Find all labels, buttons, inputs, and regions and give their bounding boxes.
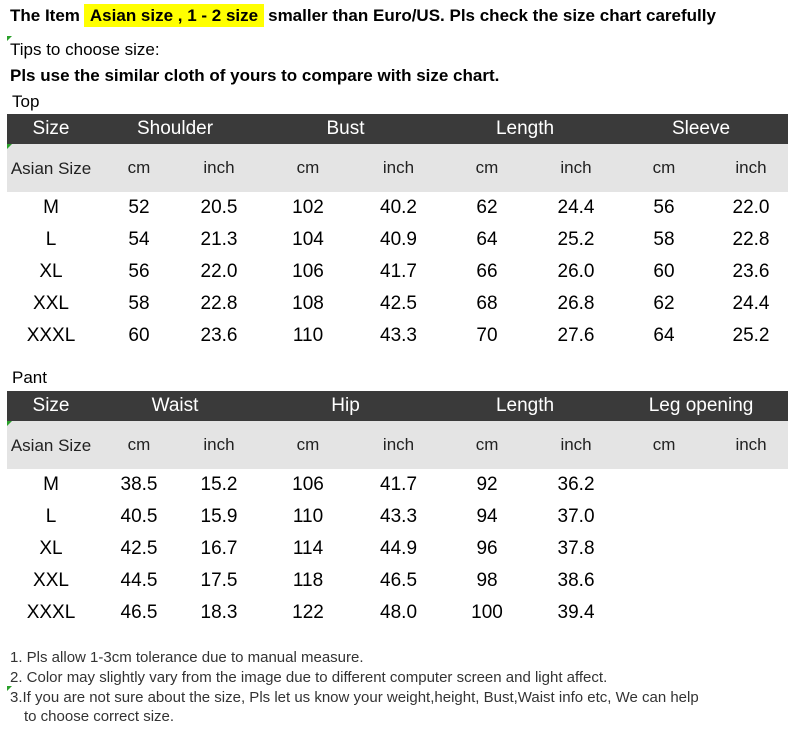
value-cell: 37.8 bbox=[557, 538, 595, 559]
unit-cell: cm bbox=[255, 421, 361, 469]
size-cell: M bbox=[43, 197, 59, 218]
value-cell bbox=[714, 597, 788, 629]
value-cell: 25.2 bbox=[557, 229, 595, 250]
table-row bbox=[7, 224, 788, 256]
value-cell: 60 bbox=[128, 325, 150, 346]
value-cell: 36.2 bbox=[557, 474, 595, 495]
headline-suffix: smaller than Euro/US. Pls check the size chart carefully bbox=[268, 6, 716, 25]
value-cell: 16.7 bbox=[200, 538, 238, 559]
value-cell: 100 bbox=[471, 602, 503, 623]
value-cell: 41.7 bbox=[380, 261, 417, 282]
value-cell: 52 bbox=[128, 197, 150, 218]
value-cell: 64 bbox=[653, 325, 675, 346]
value-cell: 22.0 bbox=[732, 197, 770, 218]
tips-instruction: Pls use the similar cloth of yours to compare with size chart. bbox=[10, 66, 500, 85]
value-cell: 60 bbox=[653, 261, 675, 282]
value-cell: 56 bbox=[653, 197, 675, 218]
value-cell: 40.9 bbox=[380, 229, 417, 250]
unit-cell: cm bbox=[95, 421, 183, 469]
value-cell: 40.2 bbox=[380, 197, 417, 218]
top-unit-row bbox=[7, 144, 788, 192]
size-cell: M bbox=[43, 474, 59, 495]
unit-cell: inch bbox=[714, 421, 788, 469]
header-size: Size bbox=[7, 391, 95, 421]
value-cell: 44.9 bbox=[380, 538, 418, 559]
unit-cell: cm bbox=[436, 421, 538, 469]
table-row bbox=[7, 501, 788, 533]
value-cell: 46.5 bbox=[380, 570, 418, 591]
headline bbox=[10, 4, 716, 28]
unit-cell: inch bbox=[183, 144, 255, 192]
value-cell: 56 bbox=[128, 261, 150, 282]
value-cell: 48.0 bbox=[380, 602, 418, 623]
value-cell: 41.7 bbox=[380, 474, 418, 495]
corner-mark-icon bbox=[7, 144, 12, 149]
corner-mark-icon bbox=[7, 421, 12, 426]
value-cell: 118 bbox=[292, 570, 324, 591]
header-leg-opening: Leg opening bbox=[614, 391, 788, 421]
value-cell: 96 bbox=[476, 538, 498, 559]
value-cell: 38.6 bbox=[557, 570, 595, 591]
value-cell: 54 bbox=[128, 229, 150, 250]
value-cell: 18.3 bbox=[200, 602, 238, 623]
value-cell: 38.5 bbox=[120, 474, 158, 495]
header-length: Length bbox=[436, 114, 614, 144]
value-cell: 43.3 bbox=[380, 325, 417, 346]
value-cell: 64 bbox=[476, 229, 498, 250]
unit-cell: inch bbox=[361, 144, 436, 192]
value-cell bbox=[714, 469, 788, 501]
value-cell bbox=[614, 533, 714, 565]
value-cell: 40.5 bbox=[120, 506, 158, 527]
value-cell: 102 bbox=[292, 197, 324, 218]
value-cell: 46.5 bbox=[120, 602, 158, 623]
table-row bbox=[7, 597, 788, 629]
size-cell: XL bbox=[39, 261, 63, 282]
value-cell: 44.5 bbox=[120, 570, 158, 591]
value-cell: 92 bbox=[476, 474, 498, 495]
value-cell bbox=[614, 597, 714, 629]
headline-highlight: Asian size , 1 - 2 size bbox=[84, 4, 264, 27]
value-cell: 15.2 bbox=[200, 474, 238, 495]
value-cell: 66 bbox=[476, 261, 498, 282]
table-row bbox=[7, 288, 788, 320]
value-cell: 70 bbox=[476, 325, 498, 346]
value-cell: 23.6 bbox=[200, 325, 238, 346]
top-section-label: Top bbox=[12, 92, 40, 111]
table-row bbox=[7, 320, 788, 352]
value-cell: 58 bbox=[128, 293, 150, 314]
value-cell: 110 bbox=[292, 325, 324, 346]
size-cell: XL bbox=[39, 538, 63, 559]
value-cell bbox=[714, 565, 788, 597]
size-cell: XXXL bbox=[26, 602, 76, 623]
size-cell: XXL bbox=[33, 293, 69, 314]
unit-cell: inch bbox=[538, 421, 614, 469]
header-length: Length bbox=[436, 391, 614, 421]
unit-cell: cm bbox=[255, 144, 361, 192]
value-cell: 62 bbox=[653, 293, 675, 314]
value-cell: 26.8 bbox=[557, 293, 595, 314]
value-cell: 122 bbox=[292, 602, 324, 623]
value-cell: 43.3 bbox=[380, 506, 418, 527]
value-cell: 27.6 bbox=[557, 325, 595, 346]
asian-size-label: Asian Size bbox=[7, 421, 95, 469]
pant-header-row bbox=[7, 391, 788, 421]
value-cell: 68 bbox=[476, 293, 498, 314]
value-cell: 17.5 bbox=[200, 570, 238, 591]
size-cell: XXL bbox=[33, 570, 69, 591]
value-cell: 22.8 bbox=[200, 293, 238, 314]
value-cell: 24.4 bbox=[732, 293, 770, 314]
value-cell: 20.5 bbox=[200, 197, 238, 218]
value-cell bbox=[714, 501, 788, 533]
value-cell: 22.0 bbox=[200, 261, 238, 282]
value-cell: 98 bbox=[476, 570, 498, 591]
value-cell: 104 bbox=[292, 229, 324, 250]
value-cell bbox=[614, 469, 714, 501]
top-size-table bbox=[7, 114, 788, 352]
value-cell: 42.5 bbox=[380, 293, 417, 314]
table-row bbox=[7, 565, 788, 597]
unit-cell: inch bbox=[183, 421, 255, 469]
unit-cell: cm bbox=[95, 144, 183, 192]
pant-size-table bbox=[7, 391, 788, 629]
value-cell: 39.4 bbox=[557, 602, 595, 623]
asian-size-label: Asian Size bbox=[7, 144, 95, 192]
pant-section-label: Pant bbox=[12, 368, 47, 387]
value-cell: 25.2 bbox=[732, 325, 770, 346]
note-3-continued: to choose correct size. bbox=[24, 708, 175, 725]
value-cell: 26.0 bbox=[557, 261, 595, 282]
tips-title: Tips to choose size: bbox=[10, 40, 160, 59]
table-row bbox=[7, 469, 788, 501]
size-cell: L bbox=[45, 229, 57, 250]
header-size: Size bbox=[7, 114, 95, 144]
header-bust: Bust bbox=[255, 114, 436, 144]
value-cell: 62 bbox=[476, 197, 498, 218]
header-waist: Waist bbox=[95, 391, 255, 421]
headline-prefix: The Item bbox=[10, 6, 80, 25]
header-sleeve: Sleeve bbox=[614, 114, 788, 144]
value-cell: 23.6 bbox=[732, 261, 770, 282]
table-row bbox=[7, 256, 788, 288]
value-cell: 15.9 bbox=[200, 506, 238, 527]
unit-cell: cm bbox=[436, 144, 538, 192]
unit-cell: inch bbox=[538, 144, 614, 192]
value-cell: 21.3 bbox=[200, 229, 238, 250]
value-cell: 110 bbox=[292, 506, 324, 527]
value-cell: 24.4 bbox=[557, 197, 595, 218]
size-cell: L bbox=[45, 506, 57, 527]
value-cell: 108 bbox=[292, 293, 324, 314]
table-row bbox=[7, 533, 788, 565]
note-1: 1. Pls allow 1-3cm tolerance due to manual measure. bbox=[10, 649, 364, 666]
header-hip: Hip bbox=[255, 391, 436, 421]
value-cell: 37.0 bbox=[557, 506, 595, 527]
unit-cell: cm bbox=[614, 421, 714, 469]
pant-unit-row bbox=[7, 421, 788, 469]
value-cell: 42.5 bbox=[120, 538, 158, 559]
value-cell: 106 bbox=[292, 474, 324, 495]
note-3: 3.If you are not sure about the size, Pls let us know your weight,height, Bust,Waist info etc, We can help bbox=[10, 689, 699, 706]
size-cell: XXXL bbox=[26, 325, 76, 346]
header-shoulder: Shoulder bbox=[95, 114, 255, 144]
value-cell: 106 bbox=[292, 261, 324, 282]
value-cell: 94 bbox=[476, 506, 498, 527]
value-cell: 114 bbox=[292, 538, 324, 559]
top-header-row bbox=[7, 114, 788, 144]
value-cell: 58 bbox=[653, 229, 675, 250]
table-row bbox=[7, 192, 788, 224]
unit-cell: inch bbox=[361, 421, 436, 469]
value-cell bbox=[714, 533, 788, 565]
value-cell bbox=[614, 501, 714, 533]
value-cell: 22.8 bbox=[732, 229, 770, 250]
unit-cell: cm bbox=[614, 144, 714, 192]
value-cell bbox=[614, 565, 714, 597]
note-2: 2. Color may slightly vary from the image due to different computer screen and light affect. bbox=[10, 669, 608, 686]
unit-cell: inch bbox=[714, 144, 788, 192]
